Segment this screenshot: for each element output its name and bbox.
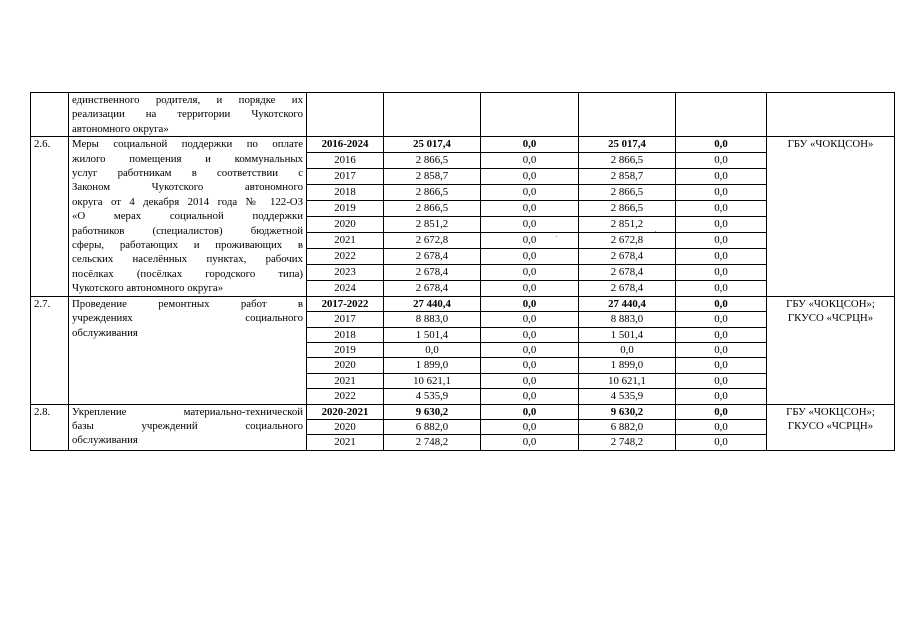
period-cell: 2018 xyxy=(307,327,384,342)
period-cell: 2023 xyxy=(307,264,384,280)
amount-cell-c3: 2 678,4 xyxy=(579,280,676,296)
amount-cell-c2: 0,0 xyxy=(481,169,579,185)
amount-cell-c3: 1 501,4 xyxy=(579,327,676,342)
amount-cell-c3: 2 858,7 xyxy=(579,169,676,185)
description-line: Проведение ремонтных работ в xyxy=(72,297,303,310)
period-cell: 2020 xyxy=(307,358,384,373)
period-cell: 2017-2022 xyxy=(307,296,384,311)
description-cell xyxy=(69,93,307,137)
executor-name: ГБУ «ЧОКЦСОН»; xyxy=(786,405,875,418)
table-row-total xyxy=(31,404,895,419)
period-cell: 2024 xyxy=(307,280,384,296)
amount-cell-c1: 2 866,5 xyxy=(384,185,481,201)
description-line: Укрепление материально-технической xyxy=(72,405,303,418)
amount-cell-c1: 2 748,2 xyxy=(384,435,481,450)
amount-cell-c4: 0,0 xyxy=(676,435,767,450)
description-line: Чукотского автономного округа» xyxy=(72,282,224,295)
amount-cell-c1: 27 440,4 xyxy=(384,296,481,311)
measure-description xyxy=(69,296,307,404)
amount-cell-c3: 2 678,4 xyxy=(579,248,676,264)
amount-cell-c1: 2 672,8 xyxy=(384,232,481,248)
amount-cell-c3: 2 866,5 xyxy=(579,153,676,169)
amount-cell-c3: 2 866,5 xyxy=(579,200,676,216)
amount-cell-c4: 0,0 xyxy=(676,373,767,388)
amount-cell-c1: 8 883,0 xyxy=(384,312,481,327)
amount-cell-c2: 0,0 xyxy=(481,419,579,434)
executor-cell xyxy=(767,404,895,450)
amount-cell-c2: 0,0 xyxy=(481,296,579,311)
num-cell xyxy=(31,93,69,137)
description-line: единственного родителя, и порядке их xyxy=(72,94,303,106)
description-line: округа от 4 декабря 2014 года № 122-ОЗ xyxy=(72,195,303,208)
period-cell: 2020 xyxy=(307,216,384,232)
amount-cell-c4: 0,0 xyxy=(676,419,767,434)
amount-cell-c2: 0,0 xyxy=(481,280,579,296)
description-line: услуг работникам в соответствии с xyxy=(72,167,303,180)
amount-cell-c3: 27 440,4 xyxy=(579,296,676,311)
amount-cell-c4: 0,0 xyxy=(676,296,767,311)
period-cell: 2017 xyxy=(307,169,384,185)
amount-cell-c3: 2 866,5 xyxy=(579,185,676,201)
executor-cell xyxy=(767,296,895,404)
measure-description xyxy=(69,137,307,296)
amount-cell-c1: 2 678,4 xyxy=(384,280,481,296)
amount-cell-c2: 0,0 xyxy=(481,404,579,419)
table-row-total xyxy=(31,137,895,153)
amount-cell-c4: 0,0 xyxy=(676,185,767,201)
amount-cell-c4: 0,0 xyxy=(676,389,767,404)
amount-cell-c2: 0,0 xyxy=(481,153,579,169)
executor-name: ГКУСО «ЧСРЦН» xyxy=(787,419,874,432)
amount-cell-c1: 1 899,0 xyxy=(384,358,481,373)
period-cell: 2020-2021 xyxy=(307,404,384,419)
amount-cell-c3: 2 748,2 xyxy=(579,435,676,450)
amount-cell-c2: 0,0 xyxy=(481,342,579,357)
empty-cell xyxy=(579,93,676,137)
description-line: жилого помещения и коммунальных xyxy=(72,152,303,165)
amount-cell-c3: 9 630,2 xyxy=(579,404,676,419)
amount-cell-c2: 0,0 xyxy=(481,435,579,450)
amount-cell-c1: 2 858,7 xyxy=(384,169,481,185)
amount-cell-c3: 8 883,0 xyxy=(579,312,676,327)
amount-cell-c2: 0,0 xyxy=(481,137,579,153)
description-line: учреждениях социального xyxy=(72,312,303,325)
program-measures-table xyxy=(30,92,895,451)
amount-cell-c3: 2 672,8 xyxy=(579,232,676,248)
amount-cell-c1: 2 866,5 xyxy=(384,200,481,216)
amount-cell-c4: 0,0 xyxy=(676,312,767,327)
period-cell: 2022 xyxy=(307,248,384,264)
table-row-continued xyxy=(31,93,895,137)
amount-cell-c3: 6 882,0 xyxy=(579,419,676,434)
period-cell: 2020 xyxy=(307,419,384,434)
description-line: реализации на территории Чукотского xyxy=(72,108,303,121)
amount-cell-c4: 0,0 xyxy=(676,153,767,169)
description-line: сельских населённых пунктах, рабочих xyxy=(72,253,303,266)
description-line: работников (специалистов) бюджетной xyxy=(72,224,303,237)
executor-cell xyxy=(767,137,895,296)
empty-cell xyxy=(307,93,384,137)
description-line: автономного округа» xyxy=(72,122,169,135)
measure-number: 2.6. xyxy=(31,137,69,296)
period-cell: 2018 xyxy=(307,185,384,201)
amount-cell-c4: 0,0 xyxy=(676,404,767,419)
period-cell: 2022 xyxy=(307,389,384,404)
measure-number: 2.8. xyxy=(31,404,69,450)
amount-cell-c4: 0,0 xyxy=(676,327,767,342)
period-cell: 2021 xyxy=(307,435,384,450)
amount-cell-c1: 4 535,9 xyxy=(384,389,481,404)
amount-cell-c2: 0,0 xyxy=(481,373,579,388)
empty-cell xyxy=(384,93,481,137)
amount-cell-c3: 0,0 xyxy=(579,342,676,357)
amount-cell-c3: 10 621,1 xyxy=(579,373,676,388)
amount-cell-c1: 2 678,4 xyxy=(384,248,481,264)
amount-cell-c2: 0,0 xyxy=(481,327,579,342)
description-line: «О мерах социальной поддержки xyxy=(72,210,303,223)
amount-cell-c1: 25 017,4 xyxy=(384,137,481,153)
amount-cell-c1: 2 678,4 xyxy=(384,264,481,280)
empty-cell xyxy=(481,93,579,137)
amount-cell-c3: 4 535,9 xyxy=(579,389,676,404)
amount-cell-c4: 0,0 xyxy=(676,232,767,248)
executor-name: ГБУ «ЧОКЦСОН» xyxy=(787,138,874,151)
amount-cell-c4: 0,0 xyxy=(676,264,767,280)
period-cell: 2016-2024 xyxy=(307,137,384,153)
description-line: посёлках (посёлках городского типа) xyxy=(72,267,303,280)
period-cell: 2017 xyxy=(307,312,384,327)
amount-cell-c1: 2 866,5 xyxy=(384,153,481,169)
table-row-total xyxy=(31,296,895,311)
scan-speck xyxy=(655,231,656,232)
amount-cell-c2: 0,0 xyxy=(481,358,579,373)
amount-cell-c4: 0,0 xyxy=(676,280,767,296)
amount-cell-c3: 2 678,4 xyxy=(579,264,676,280)
amount-cell-c1: 9 630,2 xyxy=(384,404,481,419)
amount-cell-c3: 2 851,2 xyxy=(579,216,676,232)
description-line: базы учреждений социального xyxy=(72,419,303,432)
amount-cell-c1: 10 621,1 xyxy=(384,373,481,388)
amount-cell-c4: 0,0 xyxy=(676,200,767,216)
amount-cell-c4: 0,0 xyxy=(676,169,767,185)
description-line: Законом Чукотского автономного xyxy=(72,181,303,194)
amount-cell-c2: 0,0 xyxy=(481,264,579,280)
amount-cell-c1: 1 501,4 xyxy=(384,327,481,342)
description-line: обслуживания xyxy=(72,326,138,339)
period-cell: 2021 xyxy=(307,373,384,388)
amount-cell-c2: 0,0 xyxy=(481,185,579,201)
empty-cell xyxy=(767,93,895,137)
description-line: Меры социальной поддержки по оплате xyxy=(72,138,303,151)
amount-cell-c4: 0,0 xyxy=(676,358,767,373)
period-cell: 2016 xyxy=(307,153,384,169)
amount-cell-c4: 0,0 xyxy=(676,137,767,153)
period-cell: 2019 xyxy=(307,342,384,357)
period-cell: 2019 xyxy=(307,200,384,216)
amount-cell-c1: 0,0 xyxy=(384,342,481,357)
description-line: сферы, работающих и проживающих в xyxy=(72,239,303,252)
measure-number: 2.7. xyxy=(31,296,69,404)
amount-cell-c4: 0,0 xyxy=(676,248,767,264)
measure-description xyxy=(69,404,307,450)
scan-speck xyxy=(556,236,557,237)
amount-cell-c3: 1 899,0 xyxy=(579,358,676,373)
executor-name: ГБУ «ЧОКЦСОН»; xyxy=(786,297,875,310)
amount-cell-c1: 6 882,0 xyxy=(384,419,481,434)
amount-cell-c2: 0,0 xyxy=(481,389,579,404)
period-cell: 2021 xyxy=(307,232,384,248)
empty-cell xyxy=(676,93,767,137)
amount-cell-c1: 2 851,2 xyxy=(384,216,481,232)
amount-cell-c4: 0,0 xyxy=(676,216,767,232)
amount-cell-c2: 0,0 xyxy=(481,312,579,327)
amount-cell-c2: 0,0 xyxy=(481,200,579,216)
description-line: обслуживания xyxy=(72,434,138,447)
amount-cell-c4: 0,0 xyxy=(676,342,767,357)
amount-cell-c2: 0,0 xyxy=(481,248,579,264)
amount-cell-c2: 0,0 xyxy=(481,232,579,248)
executor-name: ГКУСО «ЧСРЦН» xyxy=(787,312,874,325)
amount-cell-c3: 25 017,4 xyxy=(579,137,676,153)
amount-cell-c2: 0,0 xyxy=(481,216,579,232)
